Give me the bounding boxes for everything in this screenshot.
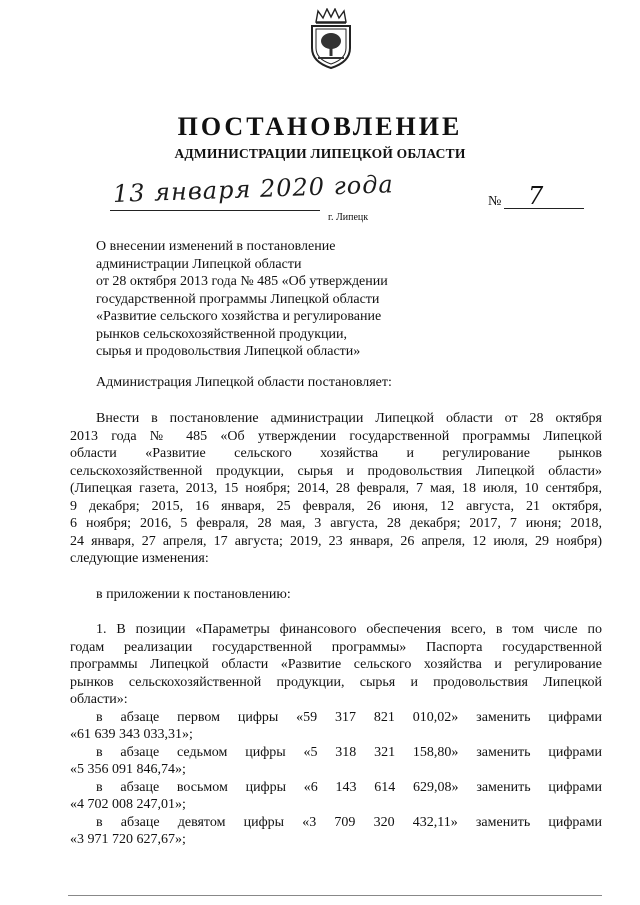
document-title: ПОСТАНОВЛЕНИЕ xyxy=(177,112,463,141)
paragraph-line: 2013 года № 485 «Об утверждении государственной программы Липецкой xyxy=(70,428,602,444)
paragraph-line: следующие изменения: xyxy=(70,551,209,566)
handwritten-date: 13 января 2020 года xyxy=(112,170,395,208)
paragraph-line: 9 декабря; 2015, 16 января, 25 февраля, 26 июня, 12 августа, 21 октября, xyxy=(70,498,602,514)
handwritten-number: 7 xyxy=(528,182,544,210)
subject-block xyxy=(96,238,496,361)
paragraph-line: рынков сельскохозяйственной продукции, сырья и продовольствия Липецкой xyxy=(70,674,602,690)
main-paragraph xyxy=(70,410,602,568)
paragraph-line: годам реализации государственной программы» Паспорта государственной xyxy=(70,639,602,655)
paragraph-line: Внести в постановление администрации Липецкой области от 28 октября xyxy=(96,411,602,426)
paragraph-line: программы Липецкой области «Развитие сельского хозяйства и регулирование xyxy=(70,657,602,672)
subject-line: рынков сельскохозяйственной продукции, xyxy=(96,326,347,342)
paragraph-line: «3 971 720 627,67»; xyxy=(70,832,186,847)
subject-line: государственной программы Липецкой области xyxy=(96,291,380,307)
date-underline xyxy=(110,210,320,211)
paragraph-line: в абзаце первом цифры «59 317 821 010,02» заменить цифрами xyxy=(96,709,602,725)
paragraph-line: сельскохозяйственной продукции, сырья и продовольствия Липецкой области» xyxy=(70,463,602,479)
city-label: г. Липецк xyxy=(328,212,369,223)
subject-line: от 28 октября 2013 года № 485 «Об утверждении xyxy=(96,274,388,289)
in-appendix-line: в приложении к постановлению: xyxy=(96,587,291,602)
resolves-line: Администрация Липецкой области постановляет: xyxy=(96,375,392,390)
item1-paragraph xyxy=(70,621,602,849)
paragraph-line: «4 702 008 247,01»; xyxy=(70,797,186,812)
paragraph-line: области»: xyxy=(70,692,128,707)
paragraph-line: 6 ноября; 2016, 5 февраля, 28 мая, 3 августа, 28 декабря; 2017, 7 июня; 2018, xyxy=(70,516,602,531)
page-bottom-rule xyxy=(68,895,602,896)
subject-line: администрации Липецкой области xyxy=(96,256,302,272)
number-sign: № xyxy=(488,194,502,209)
paragraph-line: (Липецкая газета, 2013, 15 ноября; 2014, 28 февраля, 7 мая, 18 июля, 10 сентября, xyxy=(70,481,602,496)
paragraph-line: в абзаце восьмом цифры «6 143 614 629,08» заменить цифрами xyxy=(96,779,602,795)
paragraph-line: в абзаце девятом цифры «3 709 320 432,11» заменить цифрами xyxy=(96,814,602,830)
coat-of-arms-icon xyxy=(306,8,356,70)
subject-line: сырья и продовольствия Липецкой области» xyxy=(96,344,361,359)
paragraph-line: в абзаце седьмом цифры «5 318 321 158,80» заменить цифрами xyxy=(96,744,602,760)
paragraph-line: 1. В позиции «Параметры финансового обеспечения всего, в том числе по xyxy=(96,622,602,637)
paragraph-line: «5 356 091 846,74»; xyxy=(70,762,186,777)
number-underline xyxy=(504,208,584,209)
subject-line: О внесении изменений в постановление xyxy=(96,239,336,254)
subject-line: «Развитие сельского хозяйства и регулирование xyxy=(96,309,382,324)
paragraph-line: «61 639 343 033,31»; xyxy=(70,727,193,742)
paragraph-line: 24 января, 27 апреля, 17 августа; 2019, 23 января, 26 апреля, 12 июля, 29 ноября) xyxy=(70,533,602,549)
paragraph-line: области «Развитие сельского хозяйства и регулирование рынков xyxy=(70,446,602,461)
document-subtitle: АДМИНИСТРАЦИИ ЛИПЕЦКОЙ ОБЛАСТИ xyxy=(174,146,466,161)
